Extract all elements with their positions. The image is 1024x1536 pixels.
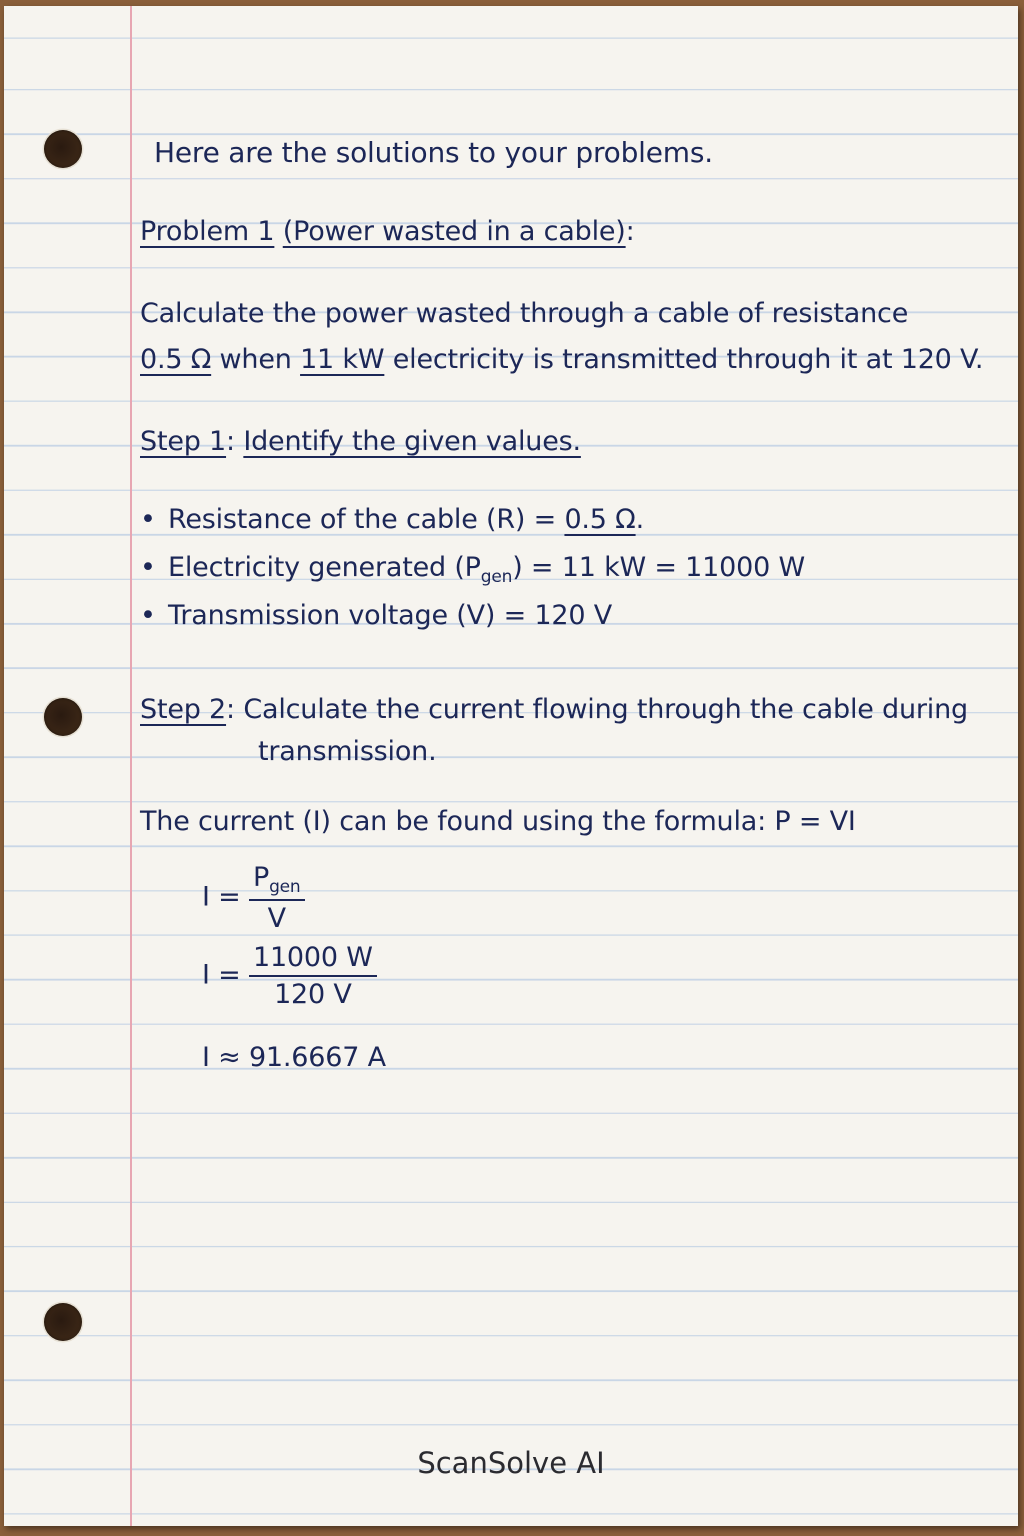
equation-1-denominator: V bbox=[267, 903, 286, 934]
punch-hole-bottom bbox=[44, 1303, 82, 1341]
notebook-page bbox=[4, 6, 1018, 1526]
equation-1-numerator bbox=[249, 862, 305, 901]
given-voltage-text: Transmission voltage (V) = 120 V bbox=[168, 600, 612, 631]
equation-2-denominator: 120 V bbox=[274, 979, 352, 1010]
margin-line bbox=[130, 6, 132, 1526]
equation-1-num-sub: gen bbox=[269, 877, 301, 897]
equation-1-fraction bbox=[249, 862, 305, 934]
step1-colon: : bbox=[226, 426, 235, 457]
equation-1 bbox=[202, 862, 305, 934]
equation-1-num-main: P bbox=[252, 862, 270, 893]
step2-label: Step 2 bbox=[140, 694, 227, 725]
step2-line-2: transmission. bbox=[258, 736, 437, 767]
equation-1-lhs: I = bbox=[202, 881, 241, 913]
given-resistance-text: Resistance of the cable (R) = bbox=[168, 504, 557, 535]
problem-heading bbox=[140, 216, 635, 247]
given-voltage bbox=[140, 600, 612, 631]
punch-hole-middle bbox=[44, 698, 82, 736]
question-line-1: Calculate the power wasted through a cable of resistance bbox=[140, 298, 909, 329]
equation-2 bbox=[202, 942, 377, 1010]
given-resistance-end: . bbox=[635, 504, 644, 535]
step2-heading bbox=[140, 694, 968, 725]
given-electricity-rest: ) = 11 kW = 11000 W bbox=[512, 552, 805, 583]
intro-text: Here are the solutions to your problems. bbox=[154, 136, 713, 169]
step2-line-1: Calculate the current flowing through the cable during bbox=[243, 694, 968, 725]
footer-brand: ScanSolve AI bbox=[417, 1446, 605, 1480]
question-rest: electricity is transmitted through it at 120 V. bbox=[392, 344, 984, 375]
equation-3-result: I ≈ 91.6667 A bbox=[202, 1042, 386, 1073]
punch-hole-top bbox=[44, 130, 82, 168]
problem-label: Problem 1 bbox=[140, 216, 275, 247]
problem-colon: : bbox=[625, 216, 635, 247]
question-power: 11 kW bbox=[300, 344, 385, 375]
equation-2-lhs: I = bbox=[202, 959, 241, 991]
question-when: when bbox=[219, 344, 292, 375]
given-electricity bbox=[140, 552, 805, 587]
formula-intro: The current (I) can be found using the formula: P = VI bbox=[140, 806, 856, 837]
question-line-2 bbox=[140, 344, 983, 375]
equation-2-numerator: 11000 W bbox=[249, 942, 377, 977]
step1-label: Step 1 bbox=[140, 426, 227, 457]
step1-title: Identify the given values. bbox=[243, 426, 581, 457]
bullet-2: • bbox=[140, 552, 156, 583]
bullet-1: • bbox=[140, 504, 156, 535]
given-electricity-text: Electricity generated (P bbox=[168, 552, 481, 583]
given-resistance bbox=[140, 504, 644, 535]
problem-title: (Power wasted in a cable) bbox=[282, 216, 626, 247]
step1-heading bbox=[140, 426, 581, 457]
question-resistance: 0.5 Ω bbox=[140, 344, 212, 375]
equation-2-fraction bbox=[249, 942, 377, 1010]
given-resistance-value: 0.5 Ω bbox=[564, 504, 636, 535]
given-electricity-sub: gen bbox=[480, 567, 513, 587]
bullet-3: • bbox=[140, 600, 156, 631]
step2-colon: : bbox=[226, 694, 235, 725]
